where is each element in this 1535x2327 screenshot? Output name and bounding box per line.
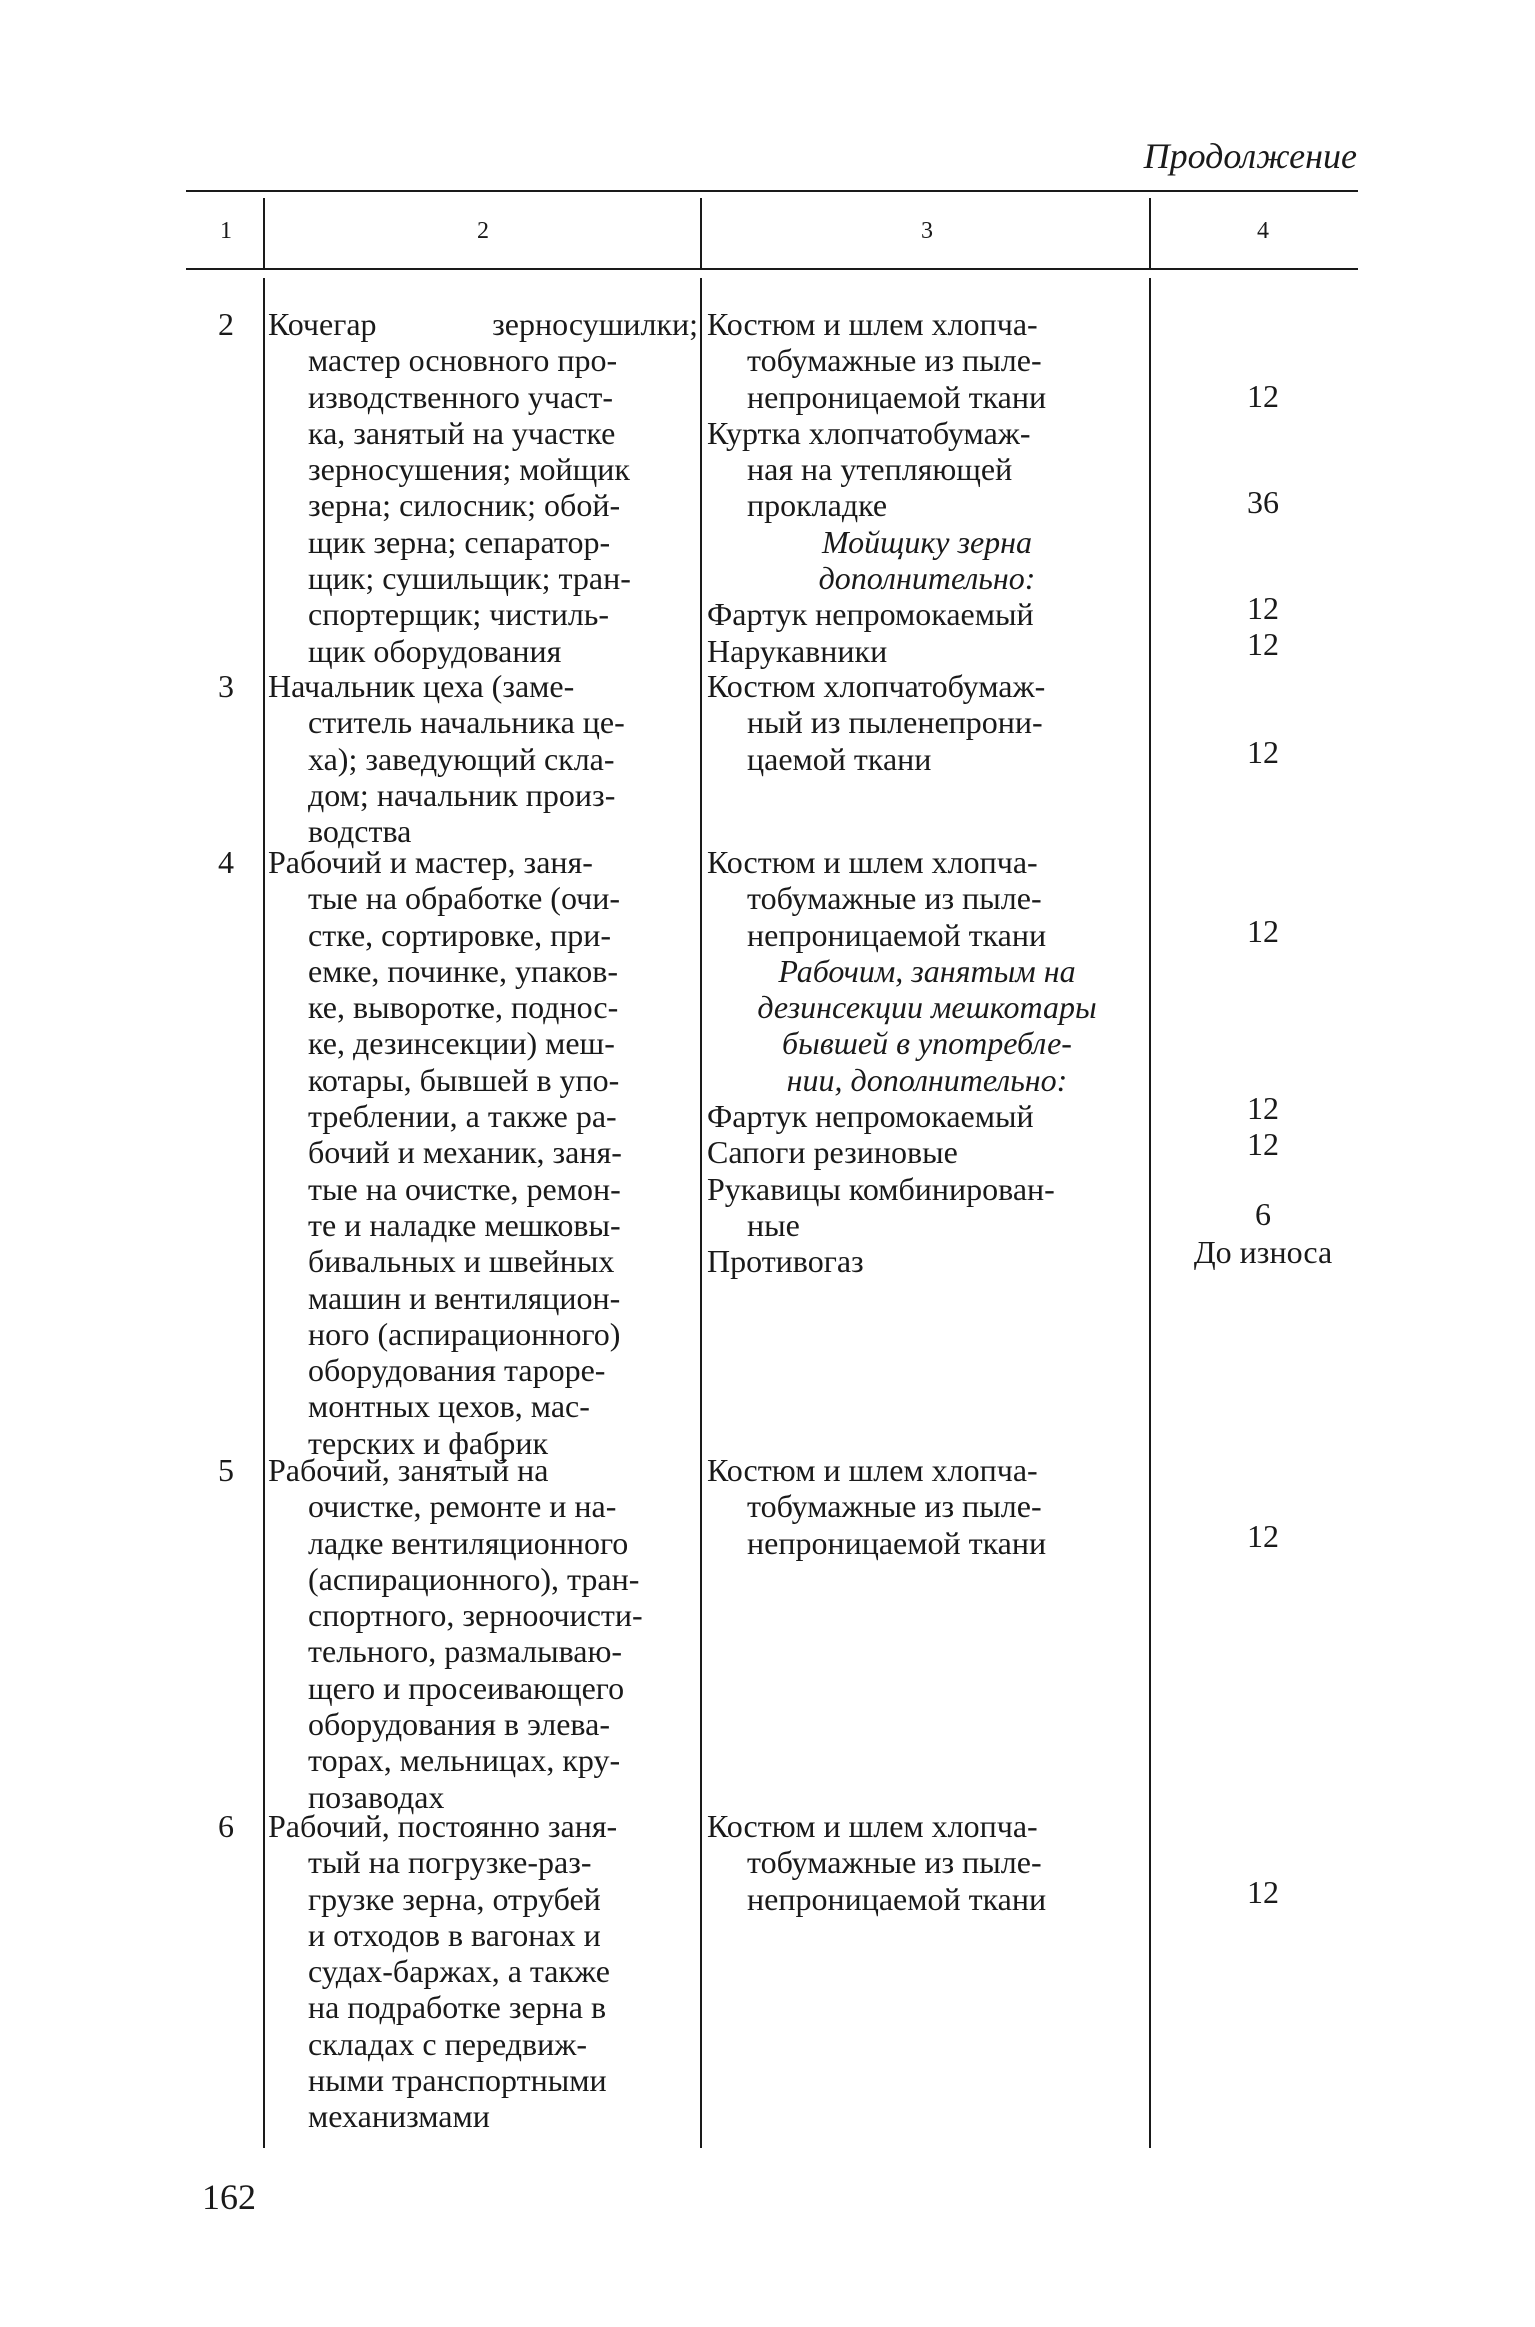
header-divider-2 bbox=[700, 198, 702, 268]
row-clothing bbox=[707, 1808, 1147, 1917]
description-line: ка, занятый на участке bbox=[308, 414, 616, 451]
description-line: на подработке зерна в bbox=[308, 1989, 607, 2026]
clothing-line-italic: Рабочим, занятым на bbox=[778, 952, 1076, 989]
table-top-rule bbox=[186, 190, 1358, 192]
clothing-line: непроницаемой ткани bbox=[747, 378, 1047, 415]
description-line: и отходов в вагонах и bbox=[308, 1916, 601, 1953]
description-line: ха); заведующий скла- bbox=[308, 740, 615, 777]
description-line: торах, мельницах, кру- bbox=[308, 1742, 621, 1779]
description-line: щик зерна; сепаратор- bbox=[308, 523, 611, 560]
description-line: механизмами bbox=[308, 2098, 490, 2135]
description-line: (аспирационного), тран- bbox=[308, 1560, 640, 1597]
description-line: терских и фабрик bbox=[308, 1424, 549, 1461]
description-line: оборудования тароре- bbox=[308, 1352, 606, 1389]
clothing-line: Фартук непромокаемый bbox=[707, 1098, 1034, 1135]
wear-term: 36 bbox=[1247, 484, 1279, 520]
description-line: стке, сортировке, при- bbox=[308, 916, 611, 953]
wear-term: 12 bbox=[1247, 378, 1279, 414]
clothing-line: Костюм и шлем хлопча- bbox=[707, 306, 1038, 342]
row-description bbox=[268, 844, 698, 1461]
description-line: мастер основного про- bbox=[308, 342, 618, 379]
row-clothing bbox=[707, 844, 1147, 1280]
description-line: судах-баржах, а также bbox=[308, 1953, 610, 1990]
description-line: ке, дезинсекции) меш- bbox=[308, 1025, 615, 1062]
clothing-line: тобумажные из пыле- bbox=[747, 342, 1042, 379]
clothing-line-italic: нии, дополнительно: bbox=[786, 1061, 1068, 1098]
description-line: дом; начальник произ- bbox=[308, 776, 616, 813]
description-line: грузке зерна, отрубей bbox=[308, 1880, 601, 1917]
clothing-line: прокладке bbox=[747, 487, 888, 524]
description-line: ными транспортными bbox=[308, 2062, 607, 2099]
wear-term: 12 bbox=[1247, 734, 1279, 770]
clothing-line: Рукавицы комбинирован- bbox=[707, 1170, 1055, 1207]
clothing-line: тобумажные из пыле- bbox=[747, 1844, 1042, 1881]
wear-term: 12 bbox=[1247, 1090, 1279, 1126]
clothing-line: Нарукавники bbox=[707, 632, 888, 669]
description-line: водства bbox=[308, 813, 412, 850]
description-line: монтных цехов, мас- bbox=[308, 1388, 590, 1425]
row-clothing bbox=[707, 668, 1147, 777]
row-description bbox=[268, 1808, 698, 2135]
row-description bbox=[268, 668, 698, 849]
clothing-line: непроницаемой ткани bbox=[747, 1524, 1047, 1561]
clothing-line: ные bbox=[747, 1206, 800, 1243]
column-header-4: 4 bbox=[1257, 218, 1269, 244]
description-line: оборудования в элева- bbox=[308, 1706, 610, 1743]
wear-term: До износа bbox=[1193, 1234, 1333, 1270]
page-number: 162 bbox=[202, 2177, 256, 2217]
wear-term: 12 bbox=[1247, 590, 1279, 626]
row-number: 6 bbox=[218, 1808, 234, 1844]
description-line: треблении, а также ра- bbox=[308, 1098, 617, 1135]
description-line: зерносушения; мойщик bbox=[308, 451, 630, 488]
row-clothing bbox=[707, 1452, 1147, 1561]
row-number: 4 bbox=[218, 844, 234, 880]
description-line: тые на очистке, ремон- bbox=[308, 1170, 621, 1207]
clothing-line-italic: дезинсекции мешкотары bbox=[757, 989, 1097, 1026]
description-line: Рабочий, постоянно заня- bbox=[268, 1808, 618, 1844]
description-line: тые на обработке (очи- bbox=[308, 880, 620, 917]
description-line: ладке вентиляционного bbox=[308, 1524, 629, 1561]
description-line: спортного, зерноочисти- bbox=[308, 1597, 643, 1634]
wear-term: 6 bbox=[1255, 1196, 1271, 1232]
clothing-line-italic: бывшей в употребле- bbox=[782, 1025, 1072, 1062]
clothing-line: цаемой ткани bbox=[747, 740, 932, 777]
header-divider-3 bbox=[1149, 198, 1151, 268]
wear-term: 12 bbox=[1247, 1874, 1279, 1910]
row-number: 2 bbox=[218, 306, 234, 342]
wear-term: 12 bbox=[1247, 913, 1279, 949]
wear-term: 12 bbox=[1247, 1126, 1279, 1162]
row-description bbox=[268, 1452, 698, 1815]
row-description bbox=[268, 306, 698, 669]
header-divider-1 bbox=[263, 198, 265, 268]
table-header-rule bbox=[186, 268, 1358, 270]
wear-term: 12 bbox=[1247, 1518, 1279, 1554]
description-line: щик оборудования bbox=[308, 632, 562, 669]
clothing-line: Костюм и шлем хлопча- bbox=[707, 1452, 1038, 1488]
description-line: щего и просеивающего bbox=[308, 1669, 625, 1706]
description-line: машин и вентиляцион- bbox=[308, 1279, 621, 1316]
description-line: бивальных и швейных bbox=[308, 1243, 615, 1280]
description-line: те и наладке мешковы- bbox=[308, 1206, 621, 1243]
clothing-line: Костюм и шлем хлопча- bbox=[707, 1808, 1038, 1844]
column-header-3: 3 bbox=[921, 218, 933, 244]
wear-term: 12 bbox=[1247, 626, 1279, 662]
clothing-line: непроницаемой ткани bbox=[747, 916, 1047, 953]
continuation-label: Продолжение bbox=[1143, 136, 1357, 176]
clothing-line: Костюм хлопчатобумаж- bbox=[707, 668, 1046, 704]
description-line: позаводах bbox=[308, 1778, 445, 1815]
description-line: складах с передвиж- bbox=[308, 2025, 587, 2062]
clothing-line: непроницаемой ткани bbox=[747, 1880, 1047, 1917]
clothing-line-italic: дополнительно: bbox=[818, 560, 1036, 597]
clothing-line: Костюм и шлем хлопча- bbox=[707, 844, 1038, 880]
description-line: Рабочий и мастер, заня- bbox=[268, 844, 593, 880]
description-line: тельного, размалываю- bbox=[308, 1633, 623, 1670]
clothing-line: тобумажные из пыле- bbox=[747, 1488, 1042, 1525]
column-divider-1 bbox=[263, 278, 265, 2148]
description-line: емке, починке, упаков- bbox=[308, 952, 619, 989]
clothing-line: Фартук непромокаемый bbox=[707, 596, 1034, 633]
column-header-1: 1 bbox=[220, 218, 232, 244]
row-number: 3 bbox=[218, 668, 234, 704]
description-line: котары, бывшей в упо- bbox=[308, 1061, 620, 1098]
description-line: щик; сушильщик; тран- bbox=[308, 560, 631, 597]
description-line: Начальник цеха (заме- bbox=[268, 668, 575, 704]
column-divider-2 bbox=[700, 278, 702, 2148]
clothing-line: ный из пыленепрони- bbox=[747, 704, 1043, 741]
description-line: бочий и механик, заня- bbox=[308, 1134, 622, 1171]
description-line: тый на погрузке-раз- bbox=[308, 1844, 592, 1881]
description-line: ного (аспирационного) bbox=[308, 1315, 621, 1352]
clothing-line-italic: Мойщику зерна bbox=[821, 523, 1033, 560]
description-line: зерна; силосник; обой- bbox=[308, 487, 621, 524]
clothing-line: Сапоги резиновые bbox=[707, 1134, 958, 1171]
clothing-line: Куртка хлопчатобумаж- bbox=[707, 414, 1031, 451]
description-line: ститель начальника це- bbox=[308, 704, 625, 741]
clothing-line: тобумажные из пыле- bbox=[747, 880, 1042, 917]
description-line: Кочегар зерносушилки; bbox=[268, 306, 698, 342]
row-number: 5 bbox=[218, 1452, 234, 1488]
description-line: ке, выворотке, поднос- bbox=[308, 989, 619, 1026]
column-header-2: 2 bbox=[477, 218, 489, 244]
row-clothing bbox=[707, 306, 1147, 669]
column-divider-3 bbox=[1149, 278, 1151, 2148]
description-line: изводственного участ- bbox=[308, 378, 614, 415]
clothing-line: Противогаз bbox=[707, 1243, 864, 1280]
description-line: Рабочий, занятый на bbox=[268, 1452, 549, 1488]
clothing-line: ная на утепляющей bbox=[747, 451, 1013, 488]
description-line: очистке, ремонте и на- bbox=[308, 1488, 617, 1525]
description-line: спортерщик; чистиль- bbox=[308, 596, 610, 633]
